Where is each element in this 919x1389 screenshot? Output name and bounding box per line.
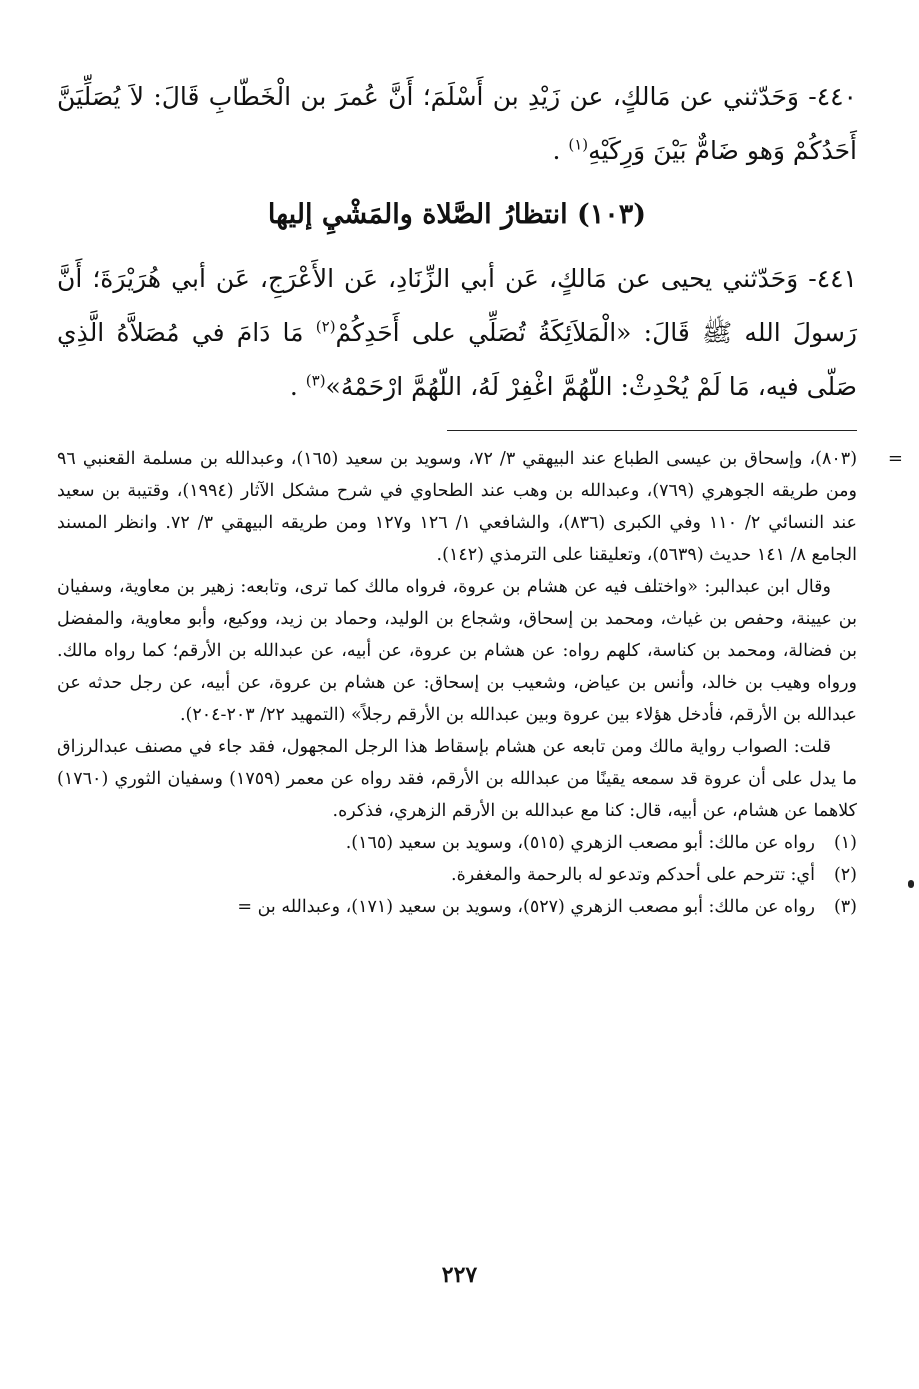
main-text xyxy=(57,70,857,414)
footnote-2-number: (٢) xyxy=(833,865,857,885)
footnote-3-number: (٣) xyxy=(833,897,857,917)
note-qultu: قلت: الصواب رواية مالك ومن تابعه عن هشام بإسقاط هذا الرجل المجهول، فقد جاء في مصنف عبدالرزاق ما يدل على أن عروة قد سمعه يقينًا من عبدالله بن الأرقم، فقد رواه عن معمر (١٧٥٩) وسفيان الثوري (١٧٦٠) كلاهما عن هشام، عن أبيه، قال: كنا مع عبدالله بن الأرقم الزهري، فذكره. xyxy=(57,737,857,821)
footnote-2-text: أي: تترحم على أحدكم وتدعو له بالرحمة والمغفرة. xyxy=(451,865,815,885)
footnote-3 xyxy=(57,891,857,923)
footnote-1-number: (١) xyxy=(833,833,857,853)
hadith-440-text: ٤٤٠- وَحَدّثني عن مَالكٍ، عن زَيْدِ بن أَسْلَمَ؛ أَنَّ عُمرَ بن الْخَطّابِ قَالَ: لاَ يُصَلِّيَنَّ أَحَدُكُمْ وَهو ضَامٌّ بَيْنَ وَرِكَيْهِ xyxy=(57,82,857,165)
hadith-441-end: . xyxy=(289,372,306,401)
footnote-ref-3[interactable]: (٣) xyxy=(305,371,326,390)
page-number: ٢٢٧ xyxy=(441,1262,478,1288)
notes-section xyxy=(57,443,903,923)
footnote-ref-2[interactable]: (٢) xyxy=(315,317,336,336)
hadith-440 xyxy=(57,70,857,178)
note-continuation: (٨٠٣)، وإسحاق بن عيسى الطباع عند البيهقي ٣/ ٧٢، وسويد بن سعيد (١٦٥)، وعبدالله بن مسلمة القعنبي ٩٦ ومن طريقه الجوهري (٧٦٩)، وعبدالله بن وهب عند الطحاوي في شرح مشكل الآثار (١٩٩٤)، وقتيبة بن سعيد عند النسائي ٢/ ١١٠ وفي الكبرى (٨٣٦)، والشافعي ١/ ١٢٦ و١٢٧ ومن طريقه البيهقي ٣/ ٧٢. وانظر المسند الجامع ٨/ ١٤١ حديث (٥٦٣٩)، وتعليقنا على الترمذي (١٤٢). xyxy=(57,449,858,565)
chapter-heading: (١٠٣) انتظارُ الصَّلاة والمَشْيِ إليها xyxy=(267,199,647,230)
hadith-441-part-a: ٤٤١- وَحَدّثني يحيى عن مَالكٍ، عَن أبي الزِّنَادِ، عَن الأَعْرَجِ، عَن أبي هُرَيْرَةَ؛ أَنَّ رَسولَ الله ﷺ قَالَ: «الْمَلاَئِكَةُ تُصَلِّي على أَحَدِكُمْ xyxy=(57,264,857,347)
footnote-1 xyxy=(57,827,857,859)
note-ibn-abdulbarr: وقال ابن عبدالبر: «واختلف فيه عن هشام بن عروة، فرواه مالك كما ترى، وتابعه: زهير بن معاوية، وسفيان بن عيينة، وحفص بن غياث، ومحمد بن إسحاق، وشجاع بن الوليد، وحماد بن زيد، ووكيع، وأبو معاوية، والمفضل بن فضالة، ومحمد بن كناسة، كلهم رواه: عن هشام بن عروة، عن أبيه، عن عبدالله بن الأرقم؛ كما رواه مالك. ورواه وهيب بن خالد، وأنس بن عياض، وشعيب بن إسحاق: عن هشام بن عروة، عن أبيه، عن رجل حدثه عن عبدالله بن الأرقم، فأدخل هؤلاء بين عروة وبين عبدالله بن الأرقم رجلاً» (التمهيد ٢٢/ ٢٠٣-٢٠٤). xyxy=(57,577,857,725)
footnote-divider xyxy=(447,430,857,431)
hadith-441-part-b: مَا دَامَ في مُصَلاَّهُ الَّذِي صَلّى فيه، مَا لَمْ يُحْدِثْ: اللّهُمَّ اغْفِرْ لَهُ، اللّهُمَّ ارْحَمْهُ» xyxy=(57,318,857,401)
continuation-mark: = xyxy=(887,448,903,469)
margin-dot xyxy=(908,880,914,888)
footnote-2 xyxy=(57,859,857,891)
hadith-440-end: . xyxy=(552,136,569,165)
footnote-1-text: رواه عن مالك: أبو مصعب الزهري (٥١٥)، وسويد بن سعيد (١٦٥). xyxy=(345,833,815,853)
page-content xyxy=(57,70,903,923)
footnote-3-text: رواه عن مالك: أبو مصعب الزهري (٥٢٧)، وسويد بن سعيد (١٧١)، وعبدالله بن = xyxy=(237,897,815,917)
hadith-441 xyxy=(57,252,857,414)
footnote-ref-1[interactable]: (١) xyxy=(568,135,589,154)
